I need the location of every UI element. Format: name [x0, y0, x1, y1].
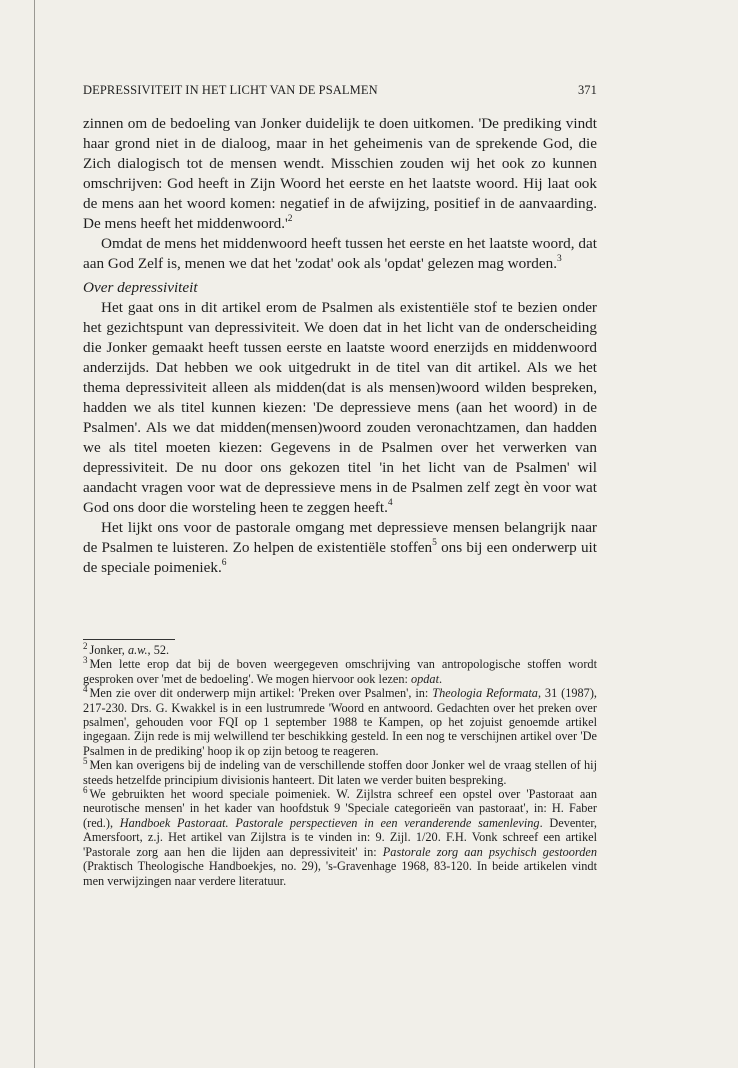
footnote-4-text-b: , 31 (1987), 217-230. Drs. G. Kwakkel is in een lustrumrede 'Woord en antwoord. Gedachten over het preken over psalmen', gehouden voor FQI op 1 september 1988 te Kampen, op het zojuist genoemde artikel ingegaan. Zijn rede is mij welwillend ter beschikking gesteld. In een nog te verschijnen artikel over 'De Psalmen in de prediking' hoop ik op zijn betoog te reageren. [83, 686, 597, 758]
footnote-ref-2: 2 [287, 214, 293, 224]
footnote-ref-6: 6 [221, 558, 227, 568]
footnote-4-text-a: Men zie over dit onderwerp mijn artikel: 'Preken over Psalmen', in: [89, 686, 433, 701]
footnotes [83, 643, 597, 888]
footnote-ref-3: 3 [557, 254, 562, 264]
footnote-4-italic: Theologia Reformata [432, 686, 538, 701]
footnote-6-italic-b: Pastorale zorg aan psychisch gestoorden [382, 844, 598, 859]
paragraph-2 [83, 234, 597, 274]
footnote-6-italic-a: Handboek Pastoraat. Pastorale perspectieven in een veranderende samenleving [119, 815, 540, 830]
footnote-5-text: Men kan overigens bij de indeling van de verschillende stoffen door Jonker wel de vraag stellen of hij steeds hetzelfde principium divisionis hanteert. Dit laten we verder buiten bespreking. [83, 758, 597, 787]
running-head [83, 83, 597, 98]
footnote-2-italic: a.w. [127, 643, 148, 657]
footnote-ref-4: 4 [387, 498, 393, 508]
footnote-6-text-c: (Praktisch Theologische Handboekjes, no. 29), 's-Gravenhage 1968, 83-120. In beide artikelen vindt men verwijzingen naar verdere literatuur. [83, 859, 597, 888]
paragraph-1-text: zinnen om de bedoeling van Jonker duidelijk te doen uitkomen. 'De prediking vindt haar grond niet in de dialoog, maar in het geheimenis van de sprekende God, die Zich dialogisch tot de mensen wendt. Misschien zouden wij het ook zo kunnen omschrijven: God heeft in Zijn Woord het eerste en het laatste woord. Hij laat ook de mens aan het woord komen: negatief in de afwijzing, positief in de aanvaarding. De mens heeft het middenwoord.' [83, 115, 597, 232]
footnote-4 [83, 686, 597, 758]
footnote-ref-5: 5 [432, 538, 437, 548]
page-edge-line [34, 0, 35, 1068]
body-text [83, 114, 597, 578]
footnote-3-text-b: . [438, 671, 443, 686]
footnote-2-text-b: , 52. [147, 643, 170, 657]
footnote-3-text-a: Men lette erop dat bij de boven weergegeven omschrijving van antropologische stoffen wordt gesproken over 'met de bedoeling'. We mogen hiervoor ook lezen: [83, 657, 597, 686]
footnote-3 [83, 657, 597, 686]
paragraph-3-text: Het gaat ons in dit artikel erom de Psalmen als existentiële stof te bezien onder het gezichtspunt van depressiviteit. We doen dat in het licht van de onderscheiding die Jonker gemaakt heeft tussen eerste en laatste woord enerzijds en middenwoord anderzijds. Dat hebben we ook uitgedrukt in de titel van dit artikel. Als we het thema depressiviteit alleen als midden(dat is als mensen)woord wilden bespreken, hadden we als titel kunnen kiezen: 'De depressieve mens (aan het woord) in de Psalmen'. Als we dat midden(mensen)woord zouden veronachtzamen, dan hadden we als titel moeten kiezen: Gegevens in de Psalmen over het verwerken van depressiviteit. De nu door ons gekozen titel 'in het licht van de Psalmen' wil aandacht vragen voor wat de depressieve mens in de Psalmen zelf zegt èn voor wat God ons door die worsteling heen te zeggen heeft. [83, 299, 597, 516]
paragraph-1 [83, 114, 597, 234]
footnote-6-text-a: We gebruikten het woord speciale poimeniek. W. Zijlstra schreef een opstel over 'Pastoraat aan neurotische mensen' in het kader van hoofdstuk 9 'Speciale categorieën van pastoraat', in: H. Faber (red.), [83, 787, 597, 830]
footnote-3-number: 3 [83, 655, 88, 666]
footnote-rule [83, 639, 175, 640]
paragraph-3 [83, 298, 597, 518]
footnote-2-number: 2 [83, 641, 88, 651]
section-heading: Over depressiviteit [83, 279, 198, 296]
footnote-2-text-a: Jonker, [89, 643, 128, 657]
running-title: DEPRESSIVITEIT IN HET LICHT VAN DE PSALMEN [83, 83, 378, 97]
footnote-3-italic: opdat [410, 671, 439, 686]
paragraph-2-text: Omdat de mens het middenwoord heeft tussen het eerste en het laatste woord, dat aan God Zelf is, menen we dat het 'zodat' ook als 'opdat' gelezen mag worden. [83, 235, 597, 272]
footnote-5-number: 5 [83, 756, 88, 767]
footnote-5 [83, 758, 597, 787]
footnote-2 [83, 643, 597, 657]
paragraph-4-text-b: ons bij een onderwerp uit de speciale poimeniek. [83, 539, 597, 576]
footnote-6-text-b: . Deventer, Amersfoort, z.j. Het artikel van Zijlstra is te vinden in: 9. Zijl. 1/20. F.H. Vonk schreef een artikel 'Pastorale zorg aan hen die lijden aan depressiviteit' in: [83, 815, 597, 859]
footnote-4-number: 4 [83, 684, 88, 695]
footnote-6-number: 6 [83, 785, 88, 796]
paragraph-4 [83, 518, 597, 578]
page-number: 371 [577, 83, 597, 97]
paragraph-4-text-a: Het lijkt ons voor de pastorale omgang met depressieve mensen belangrijk naar de Psalmen te luisteren. Zo helpen de existentiële stoffen [83, 519, 597, 556]
footnote-6 [83, 787, 597, 888]
